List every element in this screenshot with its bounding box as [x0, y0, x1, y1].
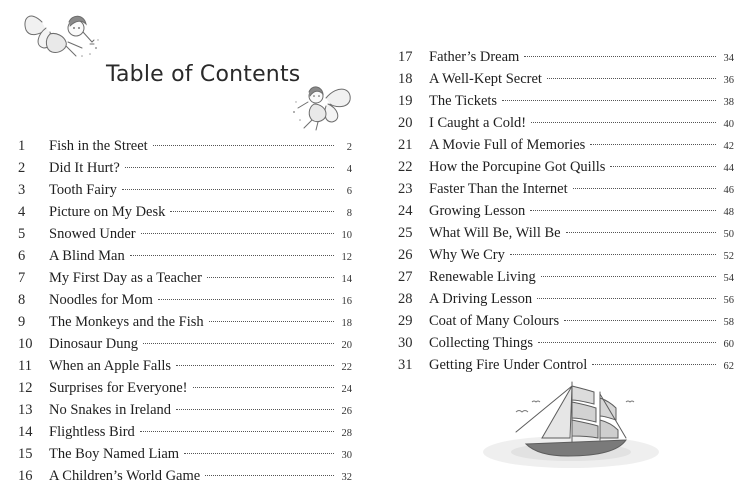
page-number: 52 [723, 251, 734, 262]
page-number: 42 [723, 141, 734, 152]
chapter-number: 21 [398, 137, 413, 153]
chapter-title: Renewable Living [429, 269, 536, 285]
toc-entry [18, 289, 352, 311]
toc-entry [18, 201, 352, 223]
chapter-number: 7 [18, 270, 26, 286]
chapter-number: 14 [18, 424, 33, 440]
chapter-number: 6 [18, 248, 26, 264]
chapter-number: 30 [398, 335, 413, 351]
page-title: Table of Contents [106, 62, 301, 87]
dot-leader [193, 387, 334, 388]
toc-entry [18, 245, 352, 267]
chapter-number: 24 [398, 203, 413, 219]
chapter-title: How the Porcupine Got Quills [429, 159, 606, 175]
chapter-number: 11 [18, 358, 32, 374]
page-number: 14 [341, 274, 352, 285]
chapter-title: Growing Lesson [429, 203, 526, 219]
page-number: 50 [723, 229, 734, 240]
dot-leader [524, 56, 716, 57]
dot-leader [510, 254, 716, 255]
dot-leader [122, 189, 334, 190]
dot-leader [140, 431, 334, 432]
toc-entry [18, 399, 352, 421]
chapter-title: When an Apple Falls [49, 358, 172, 374]
page-number: 30 [341, 450, 352, 461]
dot-leader [209, 321, 334, 322]
toc-entry [398, 68, 734, 90]
toc-entry [398, 244, 734, 266]
page-number: 12 [341, 252, 352, 263]
chapter-number: 23 [398, 181, 413, 197]
dot-leader [170, 211, 334, 212]
toc-entry [398, 266, 734, 288]
toc-entry [398, 310, 734, 332]
chapter-title: No Snakes in Ireland [49, 402, 172, 418]
dot-leader [207, 277, 334, 278]
chapter-title: My First Day as a Teacher [49, 270, 202, 286]
chapter-number: 19 [398, 93, 413, 109]
toc-list-left [18, 135, 352, 487]
chapter-title: Getting Fire Under Control [429, 357, 588, 373]
toc-list-right [398, 46, 734, 376]
chapter-number: 29 [398, 313, 413, 329]
chapter-number: 5 [18, 226, 26, 242]
chapter-title: Why We Cry [429, 247, 505, 263]
page-number: 36 [723, 75, 734, 86]
dot-leader [143, 343, 334, 344]
toc-entry [18, 135, 352, 157]
page-number: 16 [341, 296, 352, 307]
chapter-number: 2 [18, 160, 26, 176]
page-number: 34 [723, 53, 734, 64]
toc-entry [398, 90, 734, 112]
chapter-title: A Blind Man [49, 248, 125, 264]
page-number: 44 [723, 163, 734, 174]
chapter-title: Father’s Dream [429, 49, 520, 65]
page-number: 22 [341, 362, 352, 373]
chapter-title: A Movie Full of Memories [429, 137, 586, 153]
dot-leader [547, 78, 716, 79]
chapter-title: The Tickets [429, 93, 498, 109]
page-number: 18 [341, 318, 352, 329]
toc-entry [18, 421, 352, 443]
chapter-title: Snowed Under [49, 226, 136, 242]
page-number: 8 [346, 208, 352, 219]
chapter-number: 4 [18, 204, 26, 220]
toc-entry [398, 156, 734, 178]
fairy-illustration-top-left [20, 4, 102, 60]
chapter-number: 25 [398, 225, 413, 241]
page-number: 24 [341, 384, 352, 395]
toc-entry [18, 311, 352, 333]
dot-leader [125, 167, 334, 168]
page-number: 40 [723, 119, 734, 130]
toc-entry [18, 333, 352, 355]
page-number: 48 [723, 207, 734, 218]
dot-leader [590, 144, 716, 145]
toc-entry [398, 288, 734, 310]
page-number: 2 [346, 142, 352, 153]
dot-leader [538, 342, 716, 343]
dot-leader [573, 188, 716, 189]
chapter-title: Faster Than the Internet [429, 181, 568, 197]
chapter-title: Coat of Many Colours [429, 313, 560, 329]
toc-entry [398, 46, 734, 68]
page-number: 62 [723, 361, 734, 372]
toc-entry [398, 222, 734, 244]
page-number: 6 [346, 186, 352, 197]
dot-leader [205, 475, 334, 476]
dot-leader [610, 166, 716, 167]
page-number: 10 [341, 230, 352, 241]
fairy-illustration-title [290, 78, 360, 132]
toc-entry [398, 178, 734, 200]
chapter-number: 9 [18, 314, 26, 330]
chapter-title: Flightless Bird [49, 424, 135, 440]
chapter-number: 17 [398, 49, 413, 65]
chapter-number: 20 [398, 115, 413, 131]
toc-entry [398, 134, 734, 156]
page-number: 60 [723, 339, 734, 350]
dot-leader [176, 365, 334, 366]
page-number: 58 [723, 317, 734, 328]
chapter-title: Dinosaur Dung [49, 336, 139, 352]
dot-leader [141, 233, 334, 234]
chapter-title: Did It Hurt? [49, 160, 120, 176]
chapter-number: 26 [398, 247, 413, 263]
chapter-number: 13 [18, 402, 33, 418]
chapter-title: The Monkeys and the Fish [49, 314, 204, 330]
dot-leader [566, 232, 716, 233]
page-number: 26 [341, 406, 352, 417]
chapter-number: 18 [398, 71, 413, 87]
chapter-number: 15 [18, 446, 33, 462]
toc-entry [18, 355, 352, 377]
dot-leader [130, 255, 334, 256]
toc-entry [18, 377, 352, 399]
toc-entry [18, 223, 352, 245]
toc-entry [398, 332, 734, 354]
chapter-number: 28 [398, 291, 413, 307]
toc-entry [18, 465, 352, 487]
dot-leader [541, 276, 716, 277]
dot-leader [502, 100, 716, 101]
toc-entry [18, 443, 352, 465]
dot-leader [184, 453, 334, 454]
dot-leader [153, 145, 334, 146]
dot-leader [158, 299, 334, 300]
page-number: 54 [723, 273, 734, 284]
chapter-number: 1 [18, 138, 26, 154]
chapter-title: Picture on My Desk [49, 204, 166, 220]
chapter-title: What Will Be, Will Be [429, 225, 561, 241]
chapter-number: 16 [18, 468, 33, 484]
chapter-title: The Boy Named Liam [49, 446, 180, 462]
dot-leader [564, 320, 716, 321]
chapter-title: Surprises for Everyone! [49, 380, 188, 396]
chapter-number: 3 [18, 182, 26, 198]
chapter-number: 8 [18, 292, 26, 308]
page-number: 4 [346, 164, 352, 175]
chapter-title: A Driving Lesson [429, 291, 533, 307]
toc-entry [398, 112, 734, 134]
chapter-number: 10 [18, 336, 33, 352]
toc-entry [18, 179, 352, 201]
dot-leader [176, 409, 334, 410]
chapter-number: 31 [398, 357, 413, 373]
chapter-title: Collecting Things [429, 335, 534, 351]
page-number: 20 [341, 340, 352, 351]
page-number: 28 [341, 428, 352, 439]
chapter-number: 27 [398, 269, 413, 285]
dot-leader [530, 210, 716, 211]
toc-entry [398, 200, 734, 222]
page-number: 38 [723, 97, 734, 108]
chapter-title: Fish in the Street [49, 138, 148, 154]
chapter-title: A Children’s World Game [49, 468, 201, 484]
page-number: 46 [723, 185, 734, 196]
chapter-title: Tooth Fairy [49, 182, 117, 198]
page-number: 56 [723, 295, 734, 306]
chapter-number: 12 [18, 380, 33, 396]
dot-leader [531, 122, 716, 123]
chapter-number: 22 [398, 159, 413, 175]
dot-leader [537, 298, 716, 299]
sailing-ship-illustration [476, 372, 666, 472]
toc-entry [18, 267, 352, 289]
chapter-title: Noodles for Mom [49, 292, 153, 308]
chapter-title: A Well-Kept Secret [429, 71, 542, 87]
chapter-title: I Caught a Cold! [429, 115, 527, 131]
page-number: 32 [341, 472, 352, 483]
dot-leader [592, 364, 716, 365]
toc-entry [18, 157, 352, 179]
